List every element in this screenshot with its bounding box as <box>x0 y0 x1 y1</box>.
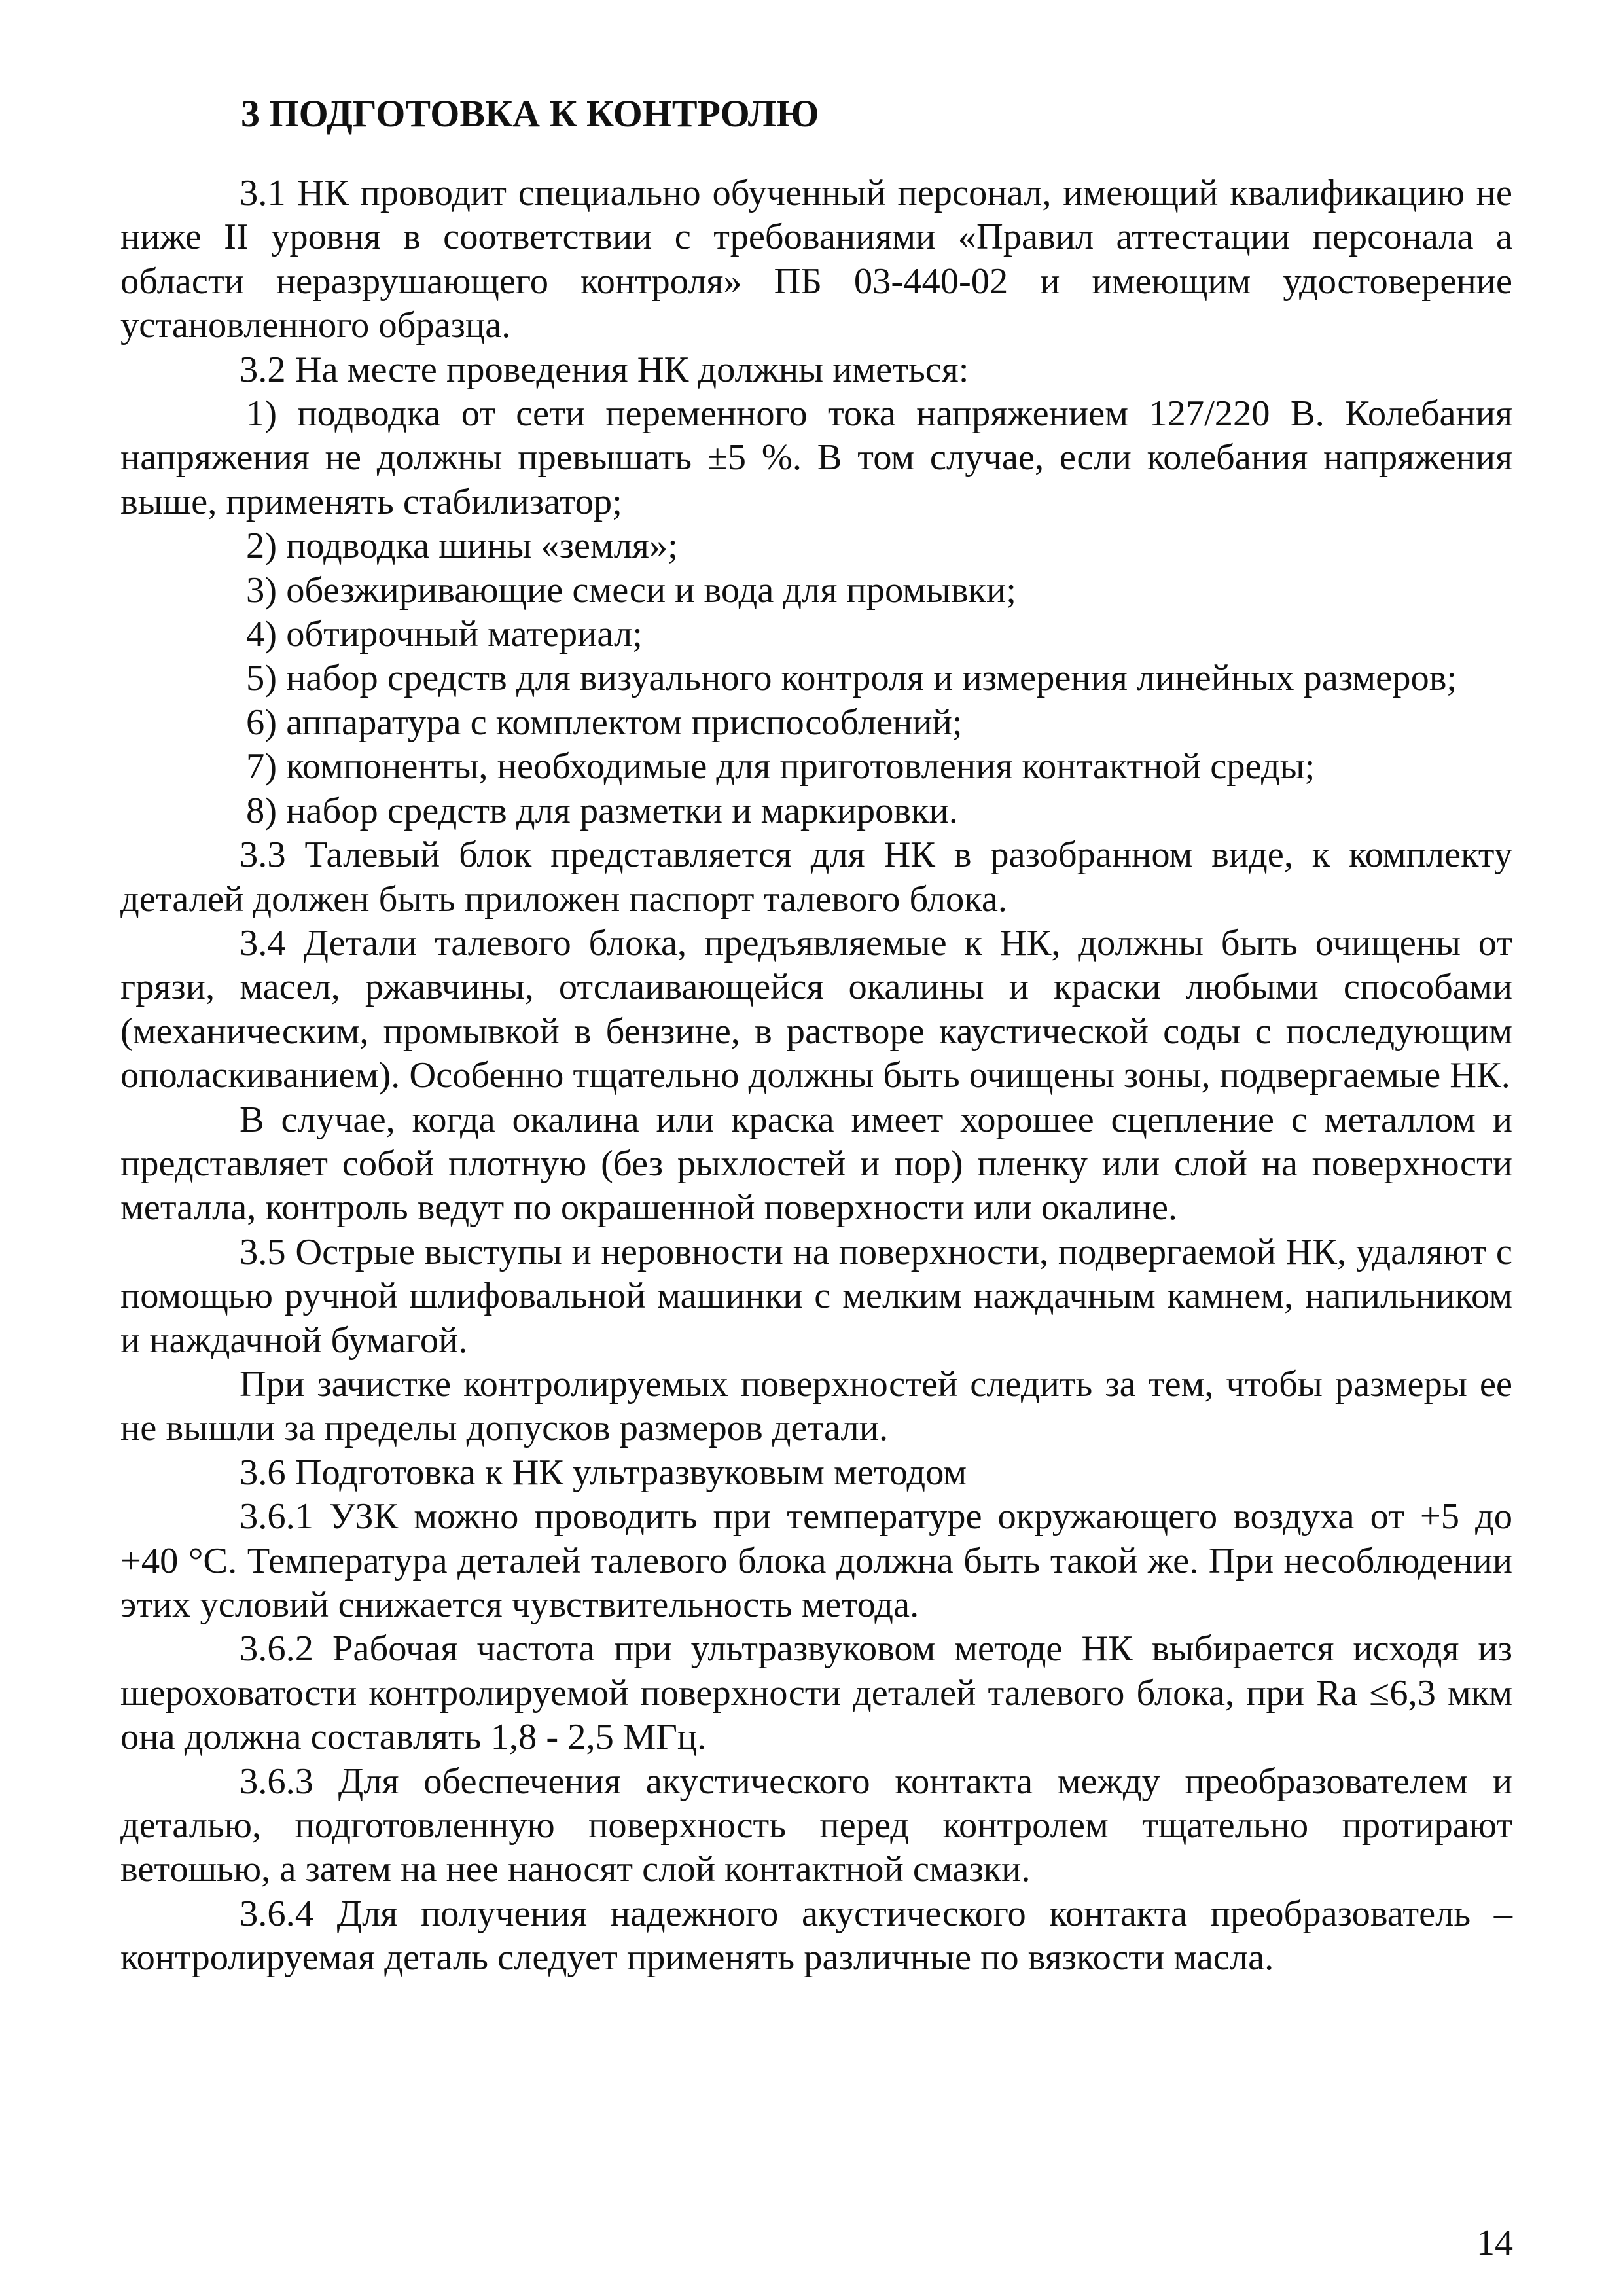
list-item-3: 3) обезжиривающие смеси и вода для промывки; <box>246 569 1016 611</box>
paragraph-3-6-1: 3.6.1 УЗК можно проводить при температуре окружающего воздуха от +5 до +40 °С. Температура деталей талевого блока должна быть такой же. При несоблюдении этих условий снижается чувствительность метода. <box>120 1496 1512 1625</box>
paragraph-3-5: 3.5 Острые выступы и неровности на поверхности, подвергаемой НК, удаляют с помощью ручной шлифовальной машинки с мелким наждачным камнем, напильником и наждачной бумагой. <box>120 1231 1512 1361</box>
paragraph-3-6-3: 3.6.3 Для обеспечения акустического контакта между преобразователем и деталью, подготовленную поверхность перед контролем тщательно протирают ветошью, а затем на нее наносят слой контактной смазки. <box>120 1761 1512 1890</box>
paragraph-3-6-2: 3.6.2 Рабочая частота при ультразвуковом методе НК выбирается исходя из шероховатости контролируемой поверхности деталей талевого блока, при Ra ≤6,3 мкм она должна составлять 1,8 - 2,5 МГц. <box>120 1628 1512 1758</box>
list-item-2: 2) подводка шины «земля»; <box>246 526 678 567</box>
list-item-5: 5) набор средств для визуального контроля и измерения линейных размеров; <box>246 658 1457 699</box>
paragraph-3-4-note: В случае, когда окалина или краска имеет хорошее сцепление с металлом и представляет собой плотную (без рыхлостей и пор) пленку или слой на поверхности металла, контроль ведут по окрашенной поверхности или окалине. <box>120 1099 1512 1229</box>
paragraph-3-2: 3.2 На месте проведения НК должны иметься: <box>240 349 969 390</box>
list-item-6: 6) аппаратура с комплектом приспособлений; <box>246 702 963 743</box>
paragraph-3-3: 3.3 Талевый блок представляется для НК в разобранном виде, к комплекту деталей должен быть приложен паспорт талевого блока. <box>120 834 1512 920</box>
list-item-1: 1) подводка от сети переменного тока напряжением 127/220 В. Колебания напряжения не должны превышать ±5 %. В том случае, если колебания напряжения выше, применять стабилизатор; <box>120 393 1512 522</box>
section-body <box>120 171 1512 1981</box>
paragraph-3-1: 3.1 НК проводит специально обученный персонал, имеющий квалификацию не ниже II уровня в соответствии с требованиями «Правил аттестации персонала а области неразрушающего контроля» ПБ 03-440-02 и имеющим удостоверение установленного образца. <box>120 173 1512 346</box>
list-item-4: 4) обтирочный материал; <box>246 614 643 655</box>
paragraph-3-4: 3.4 Детали талевого блока, предъявляемые к НК, должны быть очищены от грязи, масел, ржавчины, отслаивающейся окалины и краски любыми способами (механическим, промывкой в бензине, в растворе каустической соды с последующим ополаскиванием). Особенно тщательно должны быть очищены зоны, подвергаемые НК. <box>120 922 1512 1096</box>
page-number: 14 <box>1476 2223 1513 2263</box>
paragraph-3-6-4: 3.6.4 Для получения надежного акустического контакта преобразователь – контролируемая деталь следует применять различные по вязкости масла. <box>120 1893 1512 1979</box>
paragraph-3-5-note: При зачистке контролируемых поверхностей следить за тем, чтобы размеры ее не вышли за пределы допусков размеров детали. <box>120 1363 1512 1449</box>
section-heading: 3 ПОДГОТОВКА К КОНТРОЛЮ <box>241 92 819 135</box>
paragraph-3-6: 3.6 Подготовка к НК ультразвуковым методом <box>240 1452 967 1493</box>
list-item-8: 8) набор средств для разметки и маркировки. <box>246 790 958 831</box>
list-item-7: 7) компоненты, необходимые для приготовления контактной среды; <box>246 746 1315 787</box>
